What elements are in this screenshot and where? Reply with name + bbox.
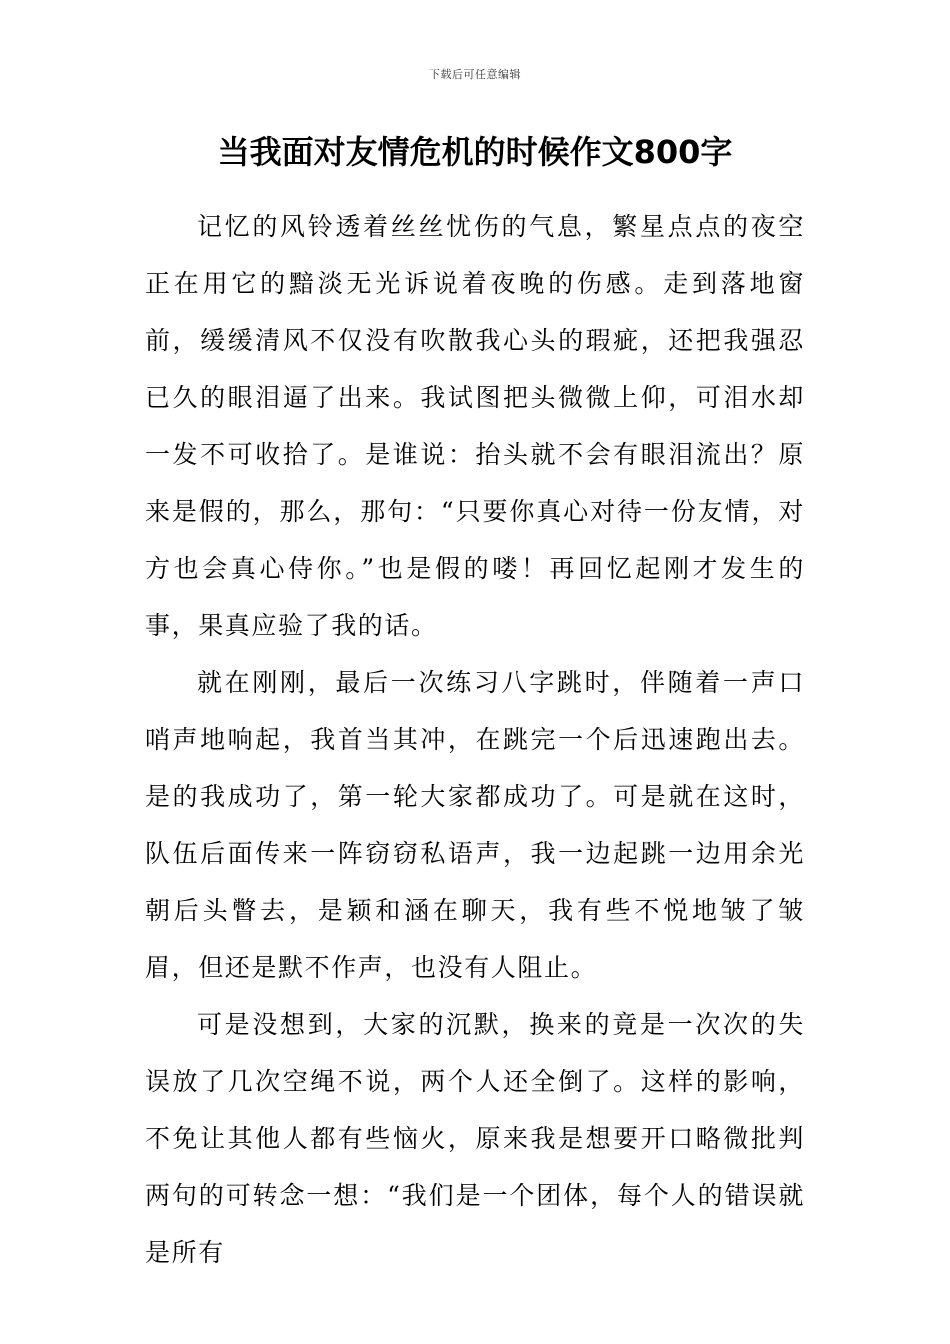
page-header-note: 下载后可任意编辑: [429, 68, 521, 81]
document-title: 当我面对友情危机的时候作文800字: [217, 133, 733, 171]
paragraph-3: 可是没想到，大家的沉默，换来的竟是一次次的失误放了几次空绳不说，两个人还全倒了。这样的影响，不免让其他人都有些恼火，原来我是想要开口略微批判两句的可转念一想：“我们是一个团体，每个人的错误就是所有: [145, 1010, 805, 1267]
document-body: [145, 198, 805, 1281]
paragraph-1: 记忆的风铃透着丝丝忧伤的气息，繁星点点的夜空正在用它的黯淡无光诉说着夜晚的伤感。走到落地窗前，缓缓清风不仅没有吹散我心头的瑕疵，还把我强忍已久的眼泪逼了出来。我试图把头微微上仰，可泪水却一发不可收拾了。是谁说：抬头就不会有眼泪流出？原来是假的，那么，那句：“只要你真心对待一份友情，对方也会真心侍你。”也是假的喽！再回忆起刚才发生的事，果真应验了我的话。: [145, 212, 805, 640]
paragraph-2: 就在刚刚，最后一次练习八字跳时，伴随着一声口哨声地响起，我首当其冲，在跳完一个后迅速跑出去。是的我成功了，第一轮大家都成功了。可是就在这时，队伍后面传来一阵窃窃私语声，我一边起跳一边用余光朝后头瞥去，是颖和涵在聊天，我有些不悦地皱了皱眉，但还是默不作声，也没有人阻止。: [145, 668, 805, 982]
